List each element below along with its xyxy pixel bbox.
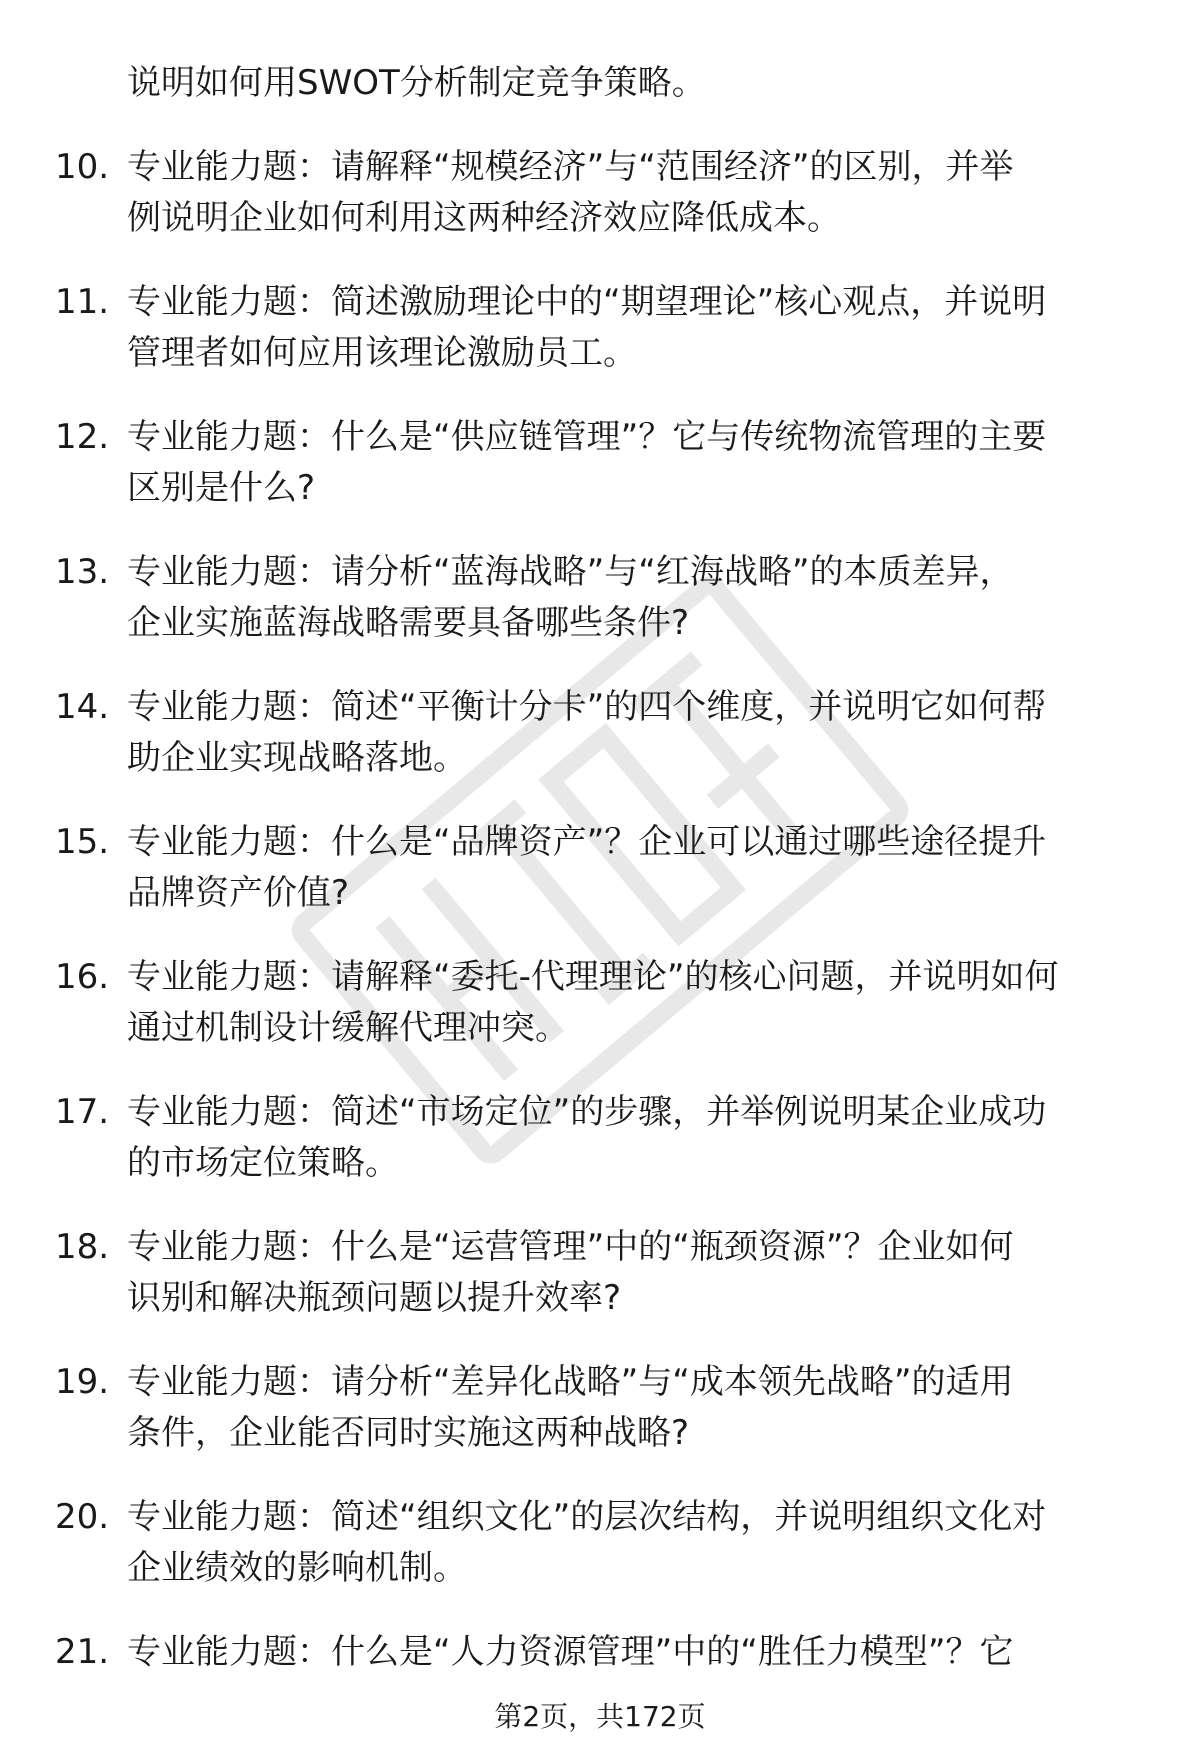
question-text [127,1492,1145,1594]
question-line: 专业能力题：请解释“委托-代理理论”的核心问题，并说明如何 [127,957,1059,997]
question-text [127,682,1145,784]
question-item [55,1627,1145,1678]
question-text [127,277,1145,379]
question-list [55,142,1145,1678]
question-text [127,1087,1145,1189]
question-item [55,1087,1145,1189]
question-item [55,412,1145,514]
question-line: 助企业实现战略落地。 [127,738,467,778]
question-item [55,1222,1145,1324]
question-item [55,682,1145,784]
question-number: 17. [55,1092,110,1132]
question-content [55,58,1145,1711]
question-number: 10. [55,147,110,187]
question-number: 11. [55,282,110,322]
question-number: 12. [55,417,110,457]
page-footer: 第2页，共172页 [494,1700,706,1733]
question-line: 专业能力题：请分析“蓝海战略”与“红海战略”的本质差异， [127,552,1014,592]
question-text [127,1627,1145,1678]
question-number: 20. [55,1497,110,1537]
question-line: 专业能力题：请解释“规模经济”与“范围经济”的区别，并举 [127,147,1014,187]
question-line: 例说明企业如何利用这两种经济效应降低成本。 [127,198,841,238]
question-line: 专业能力题：什么是“运营管理”中的“瓶颈资源”？企业如何 [127,1227,1014,1267]
question-number: 18. [55,1227,110,1267]
question-text [127,547,1145,649]
question-line: 专业能力题：简述“平衡计分卡”的四个维度，并说明它如何帮 [127,687,1047,727]
question-item [55,277,1145,379]
question-number: 13. [55,552,110,592]
question-item [55,547,1145,649]
question-line: 企业绩效的影响机制。 [127,1548,467,1588]
question-item [55,142,1145,244]
question-line: 通过机制设计缓解代理冲突。 [127,1008,569,1048]
question-item [55,1357,1145,1459]
question-line: 专业能力题：简述“市场定位”的步骤，并举例说明某企业成功 [127,1092,1047,1132]
question-text [127,952,1145,1054]
question-item [55,952,1145,1054]
question-item [55,1492,1145,1594]
question-line: 识别和解决瓶颈问题以提升效率? [127,1278,622,1318]
question-number: 15. [55,822,110,862]
question-line: 专业能力题：什么是“品牌资产”？企业可以通过哪些途径提升 [127,822,1047,862]
question-number: 16. [55,957,110,997]
question-line: 企业实施蓝海战略需要具备哪些条件? [127,603,690,643]
question-number: 14. [55,687,110,727]
question-line: 的市场定位策略。 [127,1143,399,1183]
question-line: 专业能力题：简述“组织文化”的层次结构，并说明组织文化对 [127,1497,1047,1537]
question-line: 专业能力题：请分析“差异化战略”与“成本领先战略”的适用 [127,1362,1014,1402]
question-text [127,1357,1145,1459]
question-line: 管理者如何应用该理论激励员工。 [127,333,637,373]
question-line: 区别是什么? [127,468,316,508]
question-text [127,412,1145,514]
question-text [127,1222,1145,1324]
question-line: 品牌资产价值? [127,873,350,913]
question-text [127,142,1145,244]
question-line: 专业能力题：什么是“人力资源管理”中的“胜任力模型”？它 [127,1632,1014,1672]
question-number: 21. [55,1632,110,1672]
question-line: 专业能力题：简述激励理论中的“期望理论”核心观点，并说明 [127,282,1047,322]
question-item [55,817,1145,919]
question-line: 条件，企业能否同时实施这两种战略? [127,1413,690,1453]
question-line: 专业能力题：什么是“供应链管理”？它与传统物流管理的主要 [127,417,1047,457]
question-text [127,817,1145,919]
continuation-line: 说明如何用SWOT分析制定竞争策略。 [127,63,706,103]
question-number: 19. [55,1362,110,1402]
